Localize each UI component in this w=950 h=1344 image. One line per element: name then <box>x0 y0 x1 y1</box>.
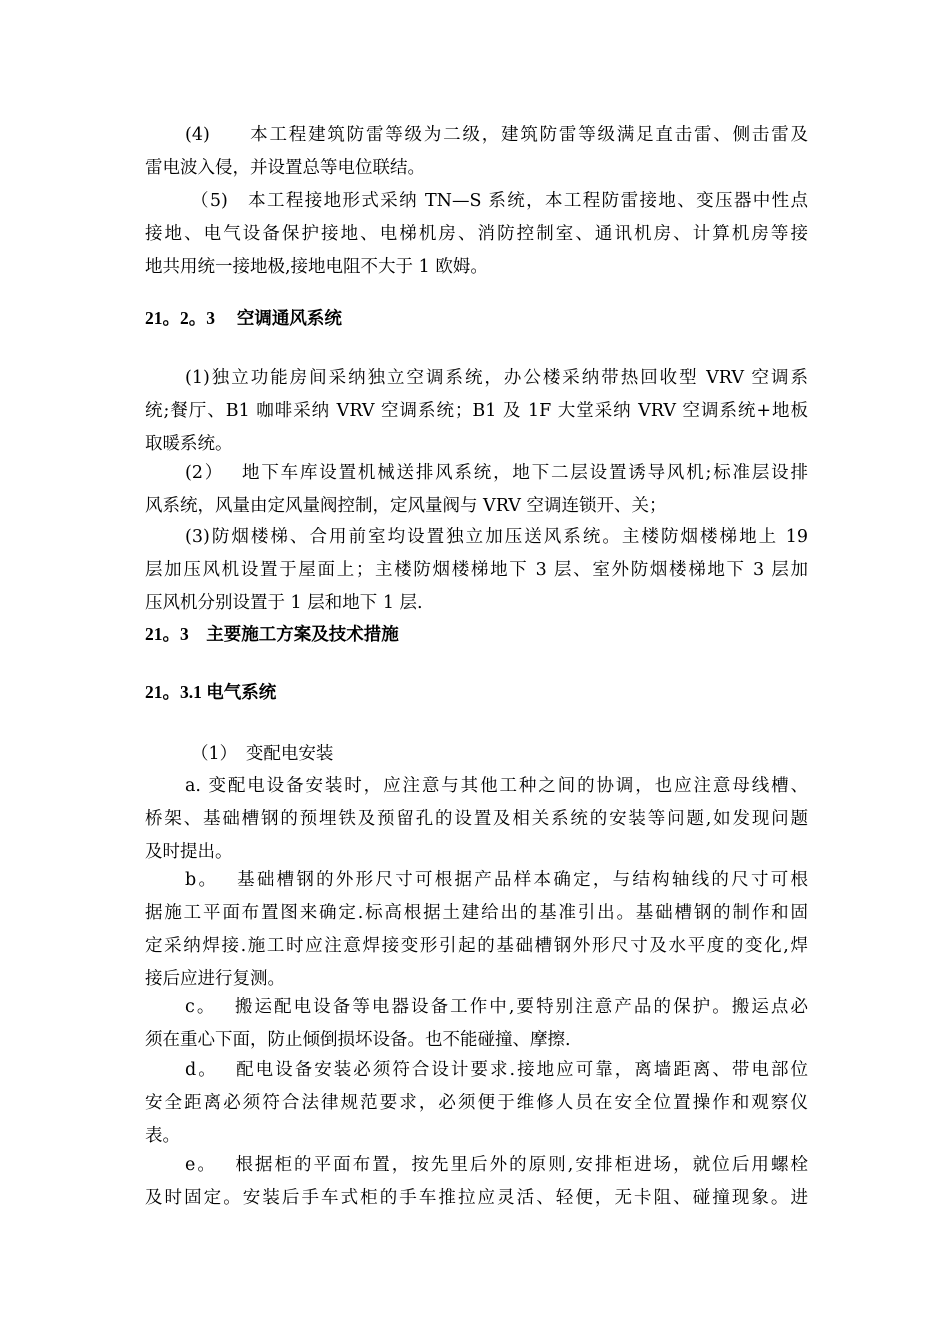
paragraph-line: b。 基础槽钢的外形尺寸可根据产品样本确定，与结构轴线的尺寸可根 <box>185 870 808 890</box>
paragraph-line: d。 配电设备安装必须符合设计要求.接地应可靠，离墙距离、带电部位 <box>185 1060 808 1080</box>
paragraph-line: (4) 本工程建筑防雷等级为二级，建筑防雷等级满足直击雷、侧击雷及 <box>185 125 808 145</box>
paragraph-line: 统;餐厅、B1 咖啡采纳 VRV 空调系统；B1 及 1F 大堂采纳 VRV 空调系统+地板 <box>145 401 808 421</box>
section-heading: 21。3 主要施工方案及技术措施 <box>145 624 399 644</box>
paragraph-4 <box>145 119 808 185</box>
hvac-item-2 <box>145 457 808 523</box>
item-e <box>145 1149 808 1215</box>
paragraph-line: 及时固定。安装后手车式柜的手车推拉应灵活、轻便，无卡阻、碰撞现象。进 <box>145 1188 808 1208</box>
paragraph-line: 雷电波入侵，并设置总等电位联结。 <box>145 158 425 178</box>
item-b <box>145 864 808 996</box>
paragraph-line: 桥架、基础槽钢的预埋铁及预留孔的设置及相关系统的安装等问题,如发现问题 <box>145 809 808 829</box>
paragraph-line: c。 搬运配电设备等电器设备工作中,要特别注意产品的保护。搬运点必 <box>185 997 808 1017</box>
paragraph-line: 层加压风机设置于屋面上；主楼防烟楼梯地下 3 层、室外防烟楼梯地下 3 层加 <box>145 560 808 580</box>
hvac-item-1 <box>145 362 808 461</box>
paragraph-line: 风系统，风量由定风量阀控制，定风量阀与 VRV 空调连锁开、关； <box>145 496 667 516</box>
paragraph-line: （1） 变配电安装 <box>191 744 334 764</box>
paragraph-line: 定采纳焊接.施工时应注意焊接变形引起的基础槽钢外形尺寸及水平度的变化,焊 <box>145 936 808 956</box>
paragraph-line: 须在重心下面，防止倾倒损坏设备。也不能碰撞、摩擦. <box>145 1030 571 1050</box>
item-d <box>145 1054 808 1153</box>
paragraph-line: (3)防烟楼梯、合用前室均设置独立加压送风系统。主楼防烟楼梯地上 19 <box>185 527 808 547</box>
paragraph-line: (1)独立功能房间采纳独立空调系统，办公楼采纳带热回收型 VRV 空调系 <box>185 368 808 388</box>
paragraph-line: 安全距离必须符合法律规范要求，必须便于维修人员在安全位置操作和观察仪 <box>145 1093 808 1113</box>
paragraph-line: 压风机分别设置于 1 层和地下 1 层. <box>145 593 423 613</box>
item-c <box>145 991 808 1057</box>
paragraph-line: a. 变配电设备安装时，应注意与其他工种之间的协调，也应注意母线槽、 <box>185 776 808 796</box>
section-heading: 21。2。3 空调通风系统 <box>145 308 342 328</box>
item-a <box>145 770 808 869</box>
subsection-heading: 21。3.1 电气系统 <box>145 682 277 702</box>
paragraph-line: 据施工平面布置图来确定.标高根据土建给出的基准引出。基础槽钢的制作和固 <box>145 903 808 923</box>
sub-item-1 <box>145 738 808 771</box>
hvac-item-3 <box>145 521 808 620</box>
paragraph-line: 地共用统一接地极,接地电阻不大于 1 欧姆。 <box>145 257 488 277</box>
paragraph-line: 及时提出。 <box>145 842 233 862</box>
paragraph-line: 接后应进行复测。 <box>145 969 285 989</box>
paragraph-line: 接地、电气设备保护接地、电梯机房、消防控制室、通讯机房、计算机房等接 <box>145 224 808 244</box>
paragraph-line: e。 根据柜的平面布置，按先里后外的原则,安排柜进场，就位后用螺栓 <box>185 1155 808 1175</box>
paragraph-line: 取暖系统。 <box>145 434 233 454</box>
paragraph-line: (2） 地下车库设置机械送排风系统，地下二层设置诱导风机;标准层设排 <box>185 463 808 483</box>
paragraph-line: （5) 本工程接地形式采纳 TN—S 系统，本工程防雷接地、变压器中性点 <box>191 191 808 211</box>
paragraph-5 <box>145 185 808 284</box>
paragraph-line: 表。 <box>145 1126 180 1146</box>
